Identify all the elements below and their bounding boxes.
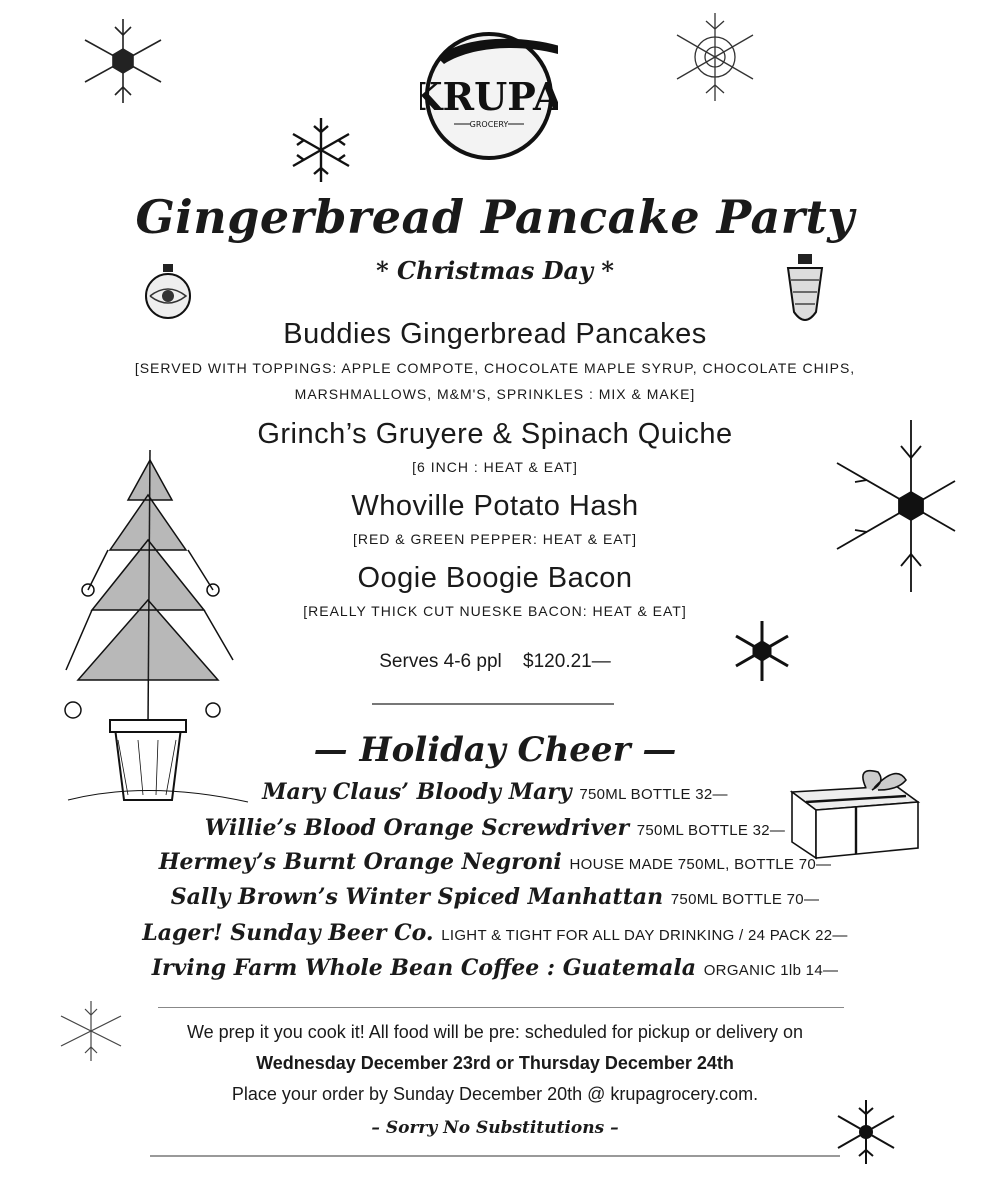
serves-line xyxy=(0,651,990,673)
menu-item-note: [SERVED WITH TOPPINGS: APPLE COMPOTE, CHOCOLATE MAPLE SYRUP, CHOCOLATE CHIPS, xyxy=(134,360,856,376)
menu-item-note: [REALLY THICK CUT NUESKE BACON: HEAT & EAT] xyxy=(303,603,687,619)
drink-name: Sally Brown’s Winter Spiced Manhattan xyxy=(170,884,664,910)
drink-item xyxy=(0,779,990,805)
drink-detail: 750ML BOTTLE 70— xyxy=(670,891,820,908)
page-title: Gingerbread Pancake Party xyxy=(135,190,855,244)
snowflake-icon xyxy=(78,14,168,109)
drink-detail: HOUSE MADE 750ML, BOTTLE 70— xyxy=(569,856,832,873)
snowflake-icon xyxy=(670,8,760,106)
price: $120.21— xyxy=(523,651,611,672)
drink-item xyxy=(0,920,990,946)
info-order: Place your order by Sunday December 20th @ krupagrocery.com. xyxy=(231,1084,759,1104)
menu-item-name: Whoville Potato Hash xyxy=(351,490,639,522)
drink-name: Willie’s Blood Orange Screwdriver xyxy=(204,815,630,841)
drink-item xyxy=(0,815,990,841)
menu-item-note: [RED & GREEN PEPPER: HEAT & EAT] xyxy=(352,531,638,547)
divider xyxy=(372,703,614,705)
snowflake-icon xyxy=(288,115,354,185)
menu-item-note: [6 INCH : HEAT & EAT] xyxy=(412,459,578,475)
drink-name: Mary Claus’ Bloody Mary xyxy=(262,779,572,805)
drink-name: Hermey’s Burnt Orange Negroni xyxy=(158,849,562,875)
menu-item-name: Oogie Boogie Bacon xyxy=(357,562,633,594)
krupa-logo xyxy=(420,28,558,160)
drink-detail: LIGHT & TIGHT FOR ALL DAY DRINKING / 24 PACK 22— xyxy=(441,927,848,944)
page-subtitle: * Christmas Day * xyxy=(376,256,614,285)
menu-item-name: Grinch’s Gruyere & Spinach Quiche xyxy=(257,418,733,450)
menu-item-note: MARSHMALLOWS, M&M'S, SPRINKLES : MIX & MAKE] xyxy=(294,386,696,402)
menu-item-name: Buddies Gingerbread Pancakes xyxy=(283,318,707,350)
info-dates: Wednesday December 23rd or Thursday December 24th xyxy=(256,1053,734,1073)
drink-item xyxy=(0,884,990,910)
drink-name: Lager! Sunday Beer Co. xyxy=(142,920,434,946)
drink-detail: 750ML BOTTLE 32— xyxy=(636,822,786,839)
divider xyxy=(158,1007,844,1008)
drink-item xyxy=(0,849,990,875)
serves-label: Serves 4-6 ppl xyxy=(379,651,502,672)
no-substitutions-note: – Sorry No Substitutions – xyxy=(371,1118,619,1138)
info-line: We prep it you cook it! All food will be pre: scheduled for pickup or delivery on xyxy=(187,1022,803,1042)
drink-name: Irving Farm Whole Bean Coffee : Guatemala xyxy=(151,955,697,981)
drink-item xyxy=(0,955,990,981)
logo-sub: GROCERY xyxy=(469,120,509,129)
drink-detail: ORGANIC 1lb 14— xyxy=(703,962,839,979)
divider xyxy=(150,1155,840,1157)
holiday-cheer-heading: — Holiday Cheer — xyxy=(313,730,677,770)
drink-detail: 750ML BOTTLE 32— xyxy=(579,786,728,803)
logo-brand: KRUPA xyxy=(420,74,558,119)
